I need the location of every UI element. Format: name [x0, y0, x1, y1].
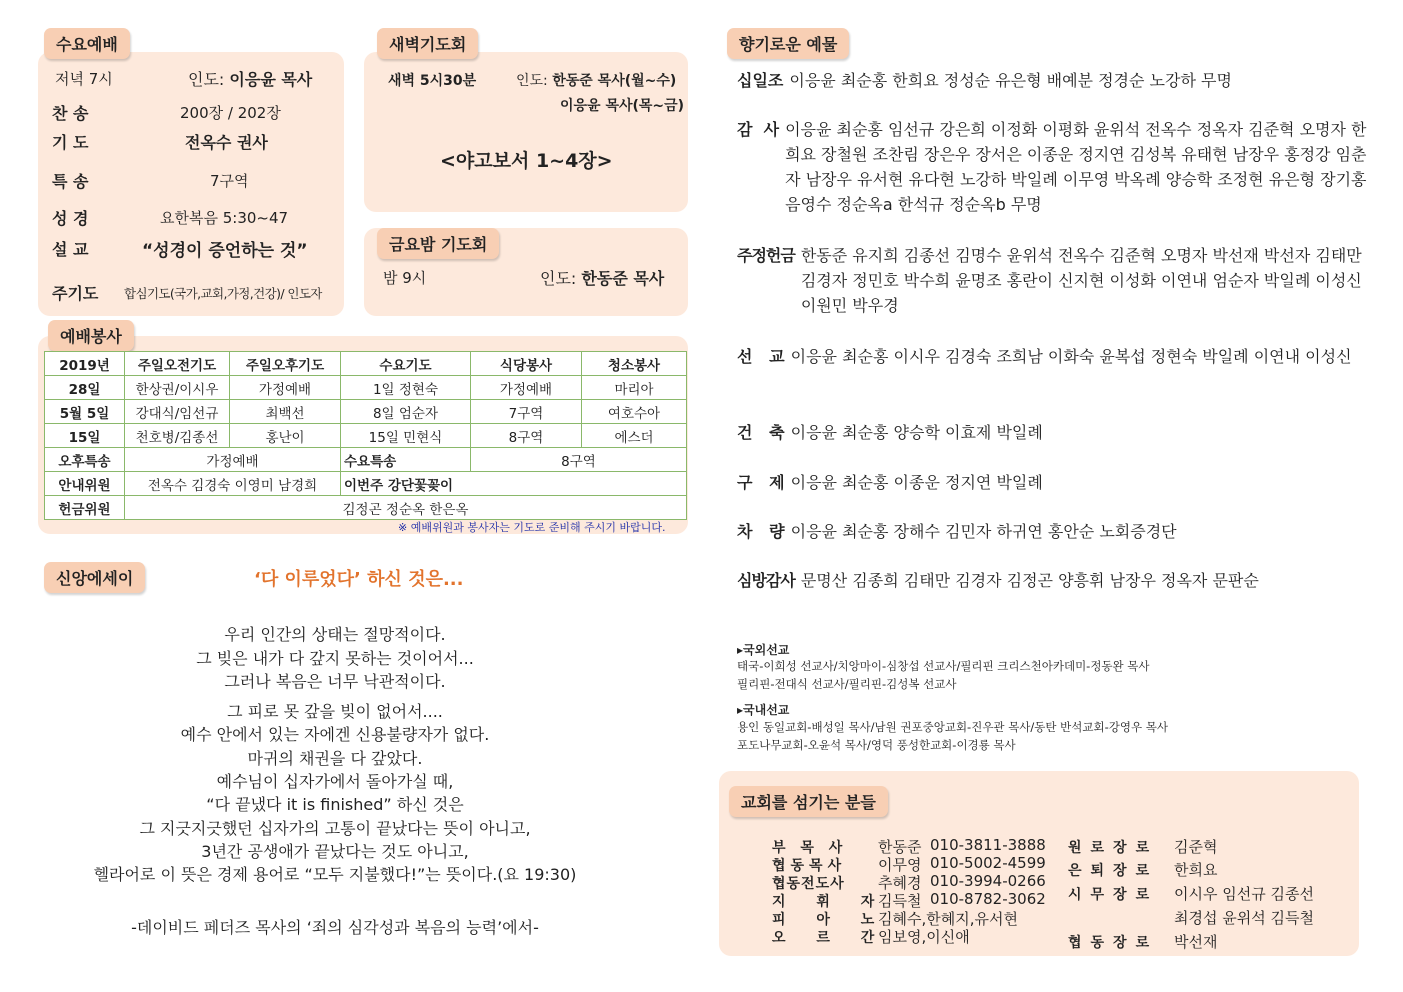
domestic-mission-line: 포도나무교회-오윤석 목사/영덕 풍성한교회-이경룡 목사 — [737, 738, 1016, 752]
essay-line: 우리 인간의 상태는 절망적이다. — [224, 625, 446, 644]
wed-special-value: 8구역 — [471, 448, 687, 472]
overseas-mission-line: 필리핀-전대식 선교사/필리핀-김성복 선교사 — [737, 677, 957, 691]
special-song-value: 7구역 — [210, 172, 249, 190]
overseas-mission-line: 태국-이희성 선교사/치앙마이-심창섭 선교사/필리핀 크리스천아카데미-정동완 목사 — [737, 659, 1150, 673]
staff-tag: 교회를 섬기는 분들 — [729, 786, 888, 817]
col-cleaning: 청소봉사 — [582, 352, 687, 376]
staff-phone: 010-3994-0266 — [930, 872, 1046, 890]
essay-line: 그 피로 못 갚을 빚이 없어서.... — [227, 702, 443, 721]
offering-group-label: 선 교 — [737, 347, 785, 366]
offering-committee-value: 김정곤 정순옥 한은옥 — [125, 496, 687, 520]
offering-group-label: 십일조 — [737, 71, 784, 90]
essay-source: -데이비드 페더즈 목사의 ‘죄의 심각성과 복음의 능력’에서- — [131, 918, 539, 937]
offering-group-names: 이응윤 최순홍 장해수 김민자 하귀연 홍안순 노회증경단 — [790, 522, 1177, 541]
offering-group-label: 주정헌금 — [737, 246, 795, 265]
essay-title: ‘다 이루었다’ 하신 것은... — [254, 569, 464, 590]
usher-row — [45, 472, 687, 496]
usher-label: 안내위원 — [45, 472, 125, 496]
staff-title: 오 르 간 — [772, 930, 888, 946]
offering-group-label: 심방감사 — [737, 571, 795, 590]
col-kitchen: 식당봉사 — [471, 352, 582, 376]
offering-group-names: 한동준 유지희 김종선 김명수 윤위석 전옥수 김준혁 오명자 박선재 박선자 김태만 김경자 정민호 박수희 윤명조 홍란이 신지현 이성화 이연내 엄순자 박일례 이성신 이원민 박우경 — [800, 246, 1362, 315]
staff-phone: 010-8782-3062 — [930, 890, 1046, 908]
offering-group — [737, 68, 1367, 93]
offering-group-label: 감 사 — [737, 120, 780, 139]
offering-group-names: 이응윤 최순홍 양승학 이효제 박일례 — [790, 423, 1043, 442]
essay-line: 예수님이 십자가에서 돌아가실 때, — [216, 772, 454, 791]
domestic-mission-line: 용인 동일교회-배성일 목사/남원 권포중앙교회-진우관 목사/동탄 반석교회-강영우 목사 — [737, 720, 1168, 734]
staff-title: 협동목사 — [772, 858, 847, 874]
service-tag: 예배봉사 — [48, 320, 134, 351]
wednesday-time: 저녁 7시 — [55, 70, 113, 88]
special-song-row — [45, 448, 687, 472]
offering-group-names: 이응윤 최순홍 이시우 김경숙 조희남 이화숙 윤복섭 정현숙 박일례 이연내 이성신 — [790, 347, 1352, 366]
offering-group — [737, 243, 1367, 318]
essay-line: 헬라어로 이 뜻은 경제 용어로 “모두 지불했다!”는 뜻이다.(요 19:30) — [93, 865, 577, 884]
friday-tag: 금요밤 기도회 — [377, 228, 499, 259]
table-row: 28일 한상권/이시우 가정예배 1일 정현숙 가정예배 마리아 — [45, 376, 687, 400]
offering-committee-row — [45, 496, 687, 520]
service-note: ※ 예배위원과 봉사자는 기도로 준비해 주시기 바랍니다. — [398, 521, 666, 534]
elder-names: 이시우 임선규 김종선 — [1174, 885, 1314, 903]
service-header-row — [45, 352, 687, 376]
col-sunday-morning: 주일오전기도 — [125, 352, 230, 376]
staff-title: 협동전도사 — [772, 876, 845, 892]
offering-group — [737, 568, 1367, 593]
domestic-mission-title: ▸국내선교 — [737, 703, 790, 717]
sermon-label: 설 교 — [52, 240, 89, 259]
lords-prayer-value: 합심기도(국가,교회,가정,건강)/ 인도자 — [124, 286, 322, 301]
col-wed-prayer: 수요기도 — [341, 352, 471, 376]
staff-name: 한동준 — [878, 838, 922, 856]
staff-name: 임보영,이신애 — [878, 928, 970, 946]
staff-title: 지 휘 자 — [772, 894, 888, 910]
dawn-leader-2: 이응윤 목사(목~금) — [560, 98, 685, 114]
essay-line: 마귀의 채권을 다 갚았다. — [247, 749, 423, 768]
prayer-label: 기 도 — [52, 133, 89, 152]
elder-names: 최경섭 윤위석 김득철 — [1174, 909, 1314, 927]
hymn-label: 찬 송 — [52, 104, 89, 123]
usher-value: 전옥수 김경숙 이영미 남경희 — [125, 472, 341, 496]
col-sunday-afternoon: 주일오후기도 — [230, 352, 341, 376]
offering-group — [737, 117, 1367, 217]
staff-title: 부 목 사 — [772, 840, 848, 856]
hymn-value: 200장 / 202장 — [180, 104, 281, 122]
table-row: 15일 천호병/김종선 홍난이 15일 민현식 8구역 에스더 — [45, 424, 687, 448]
offerings-tag: 향기로운 예물 — [727, 28, 849, 59]
lords-prayer-label: 주기도 — [52, 284, 99, 303]
elder-title: 은퇴장로 — [1068, 863, 1159, 879]
overseas-mission-title: ▸국외선교 — [737, 643, 790, 657]
essay-tag: 신앙에세이 — [44, 562, 145, 593]
offering-group — [737, 519, 1367, 544]
essay-line: “다 끝냈다 it is finished” 하신 것은 — [206, 795, 464, 814]
offering-group-names: 이응윤 최순홍 임선규 강은희 이정화 이평화 윤위석 전옥수 정옥자 김준혁 오명자 한희요 장철원 조찬림 장은우 장서은 이종운 정지연 김성복 유태현 남장우 홍정강 임춘자 남장우 유서현 유다현 노강하 박일례 이무영 박옥례 양승학 조정현 유은형 장기홍 음영수 정순옥a 한석규 정순옥b 무명 — [785, 120, 1367, 214]
essay-line: 예수 안에서 있는 자에겐 신용불량자가 없다. — [180, 725, 490, 744]
offering-group — [737, 420, 1367, 445]
offering-group — [737, 470, 1367, 495]
staff-phone: 010-5002-4599 — [930, 854, 1046, 872]
elder-title: 원로장로 — [1068, 840, 1159, 856]
wed-special-label: 수요특송 — [341, 448, 471, 472]
offering-group-names: 이응윤 최순홍 한희요 정성순 유은형 배예분 정경순 노강하 무명 — [789, 71, 1232, 90]
dawn-tag: 새벽기도회 — [377, 28, 478, 59]
prayer-value: 전옥수 권사 — [185, 133, 268, 152]
afternoon-special-label: 오후특송 — [45, 448, 125, 472]
friday-leader: 인도: 한동준 목사 — [540, 269, 665, 288]
col-year: 2019년 — [45, 352, 125, 376]
scripture-label: 성 경 — [52, 209, 89, 228]
wednesday-tag: 수요예배 — [44, 28, 130, 59]
offering-group-names: 이응윤 최순홍 이종운 정지연 박일례 — [790, 473, 1043, 492]
offering-group-label: 차 량 — [737, 522, 785, 541]
offering-group-label: 건 축 — [737, 423, 785, 442]
offering-group-label: 구 제 — [737, 473, 785, 492]
staff-title: 피 아 노 — [772, 912, 888, 928]
staff-name: 이무영 — [878, 856, 922, 874]
staff-name: 추혜경 — [878, 874, 922, 892]
essay-line: 그러나 복음은 너무 낙관적이다. — [224, 672, 446, 691]
staff-name: 김혜수,한혜지,유서현 — [878, 910, 1018, 928]
elder-title: 협동장로 — [1068, 935, 1159, 951]
scripture-value: 요한복음 5:30~47 — [160, 209, 289, 227]
dawn-text: <야고보서 1~4장> — [440, 150, 613, 172]
afternoon-special-value: 가정예배 — [125, 448, 341, 472]
altar-flower: 이번주 강단꽃꽂이 — [341, 472, 687, 496]
essay-line: 3년간 공생애가 끝났다는 것도 아니고, — [201, 842, 469, 861]
special-song-label: 특 송 — [52, 172, 89, 191]
elder-names: 박선재 — [1174, 933, 1218, 951]
sermon-value: “성경이 증언하는 것” — [142, 241, 308, 261]
table-row: 5월 5일 강대식/임선규 최백선 8일 엄순자 7구역 여호수아 — [45, 400, 687, 424]
elder-names: 한희요 — [1174, 861, 1218, 879]
elder-names: 김준혁 — [1174, 838, 1218, 856]
offering-committee-label: 헌금위원 — [45, 496, 125, 520]
friday-time: 밤 9시 — [383, 269, 427, 287]
dawn-time: 새벽 5시30분 — [388, 73, 477, 89]
essay-line: 그 지긋지긋했던 십자가의 고통이 끝났다는 뜻이 아니고, — [139, 819, 531, 838]
offering-group — [737, 344, 1367, 369]
staff-phone: 010-3811-3888 — [930, 836, 1046, 854]
elder-title: 시무장로 — [1068, 887, 1159, 903]
offering-group-names: 문명산 김종희 김태만 김경자 김정곤 양흥휘 남장우 정옥자 문판순 — [800, 571, 1259, 590]
dawn-leader: 인도: 한동준 목사(월~수) — [516, 73, 677, 89]
staff-name: 김득철 — [878, 892, 922, 910]
service-table — [44, 351, 687, 520]
wednesday-leader: 인도: 이응윤 목사 — [188, 70, 313, 89]
essay-line: 그 빚은 내가 다 갚지 못하는 것이어서... — [196, 649, 474, 668]
